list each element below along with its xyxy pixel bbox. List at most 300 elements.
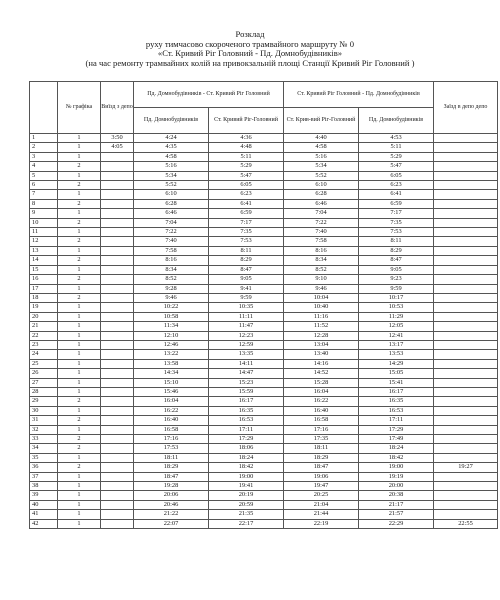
dir1-from-header: Пд. Домнобудівників: [134, 108, 209, 134]
depot-return-cell: [434, 284, 498, 293]
schedule-number-cell: 2: [58, 293, 101, 302]
dir1-to-cell: 18:42: [209, 463, 284, 472]
dir1-to-cell: 11:11: [209, 312, 284, 321]
row-index-cell: 21: [30, 322, 58, 331]
depot-return-cell: [434, 359, 498, 368]
table-row: [30, 340, 498, 349]
schedule-number-cell: 1: [58, 378, 101, 387]
depot-exit-cell: [101, 378, 134, 387]
table-row: [30, 519, 498, 528]
dir1-to-cell: 9:05: [209, 275, 284, 284]
table-row: [30, 472, 498, 481]
schedule-number-cell: 2: [58, 275, 101, 284]
dir2-from-cell: 5:34: [284, 162, 359, 171]
depot-return-cell: [434, 378, 498, 387]
dir2-to-cell: 16:35: [359, 397, 434, 406]
dir2-to-cell: 10:53: [359, 303, 434, 312]
dir1-to-cell: 6:23: [209, 190, 284, 199]
row-index-cell: 40: [30, 500, 58, 509]
depot-exit-cell: [101, 435, 134, 444]
depot-exit-cell: [101, 265, 134, 274]
schedule-number-cell: 2: [58, 181, 101, 190]
dir1-from-cell: 5:52: [134, 181, 209, 190]
dir2-from-cell: 15:28: [284, 378, 359, 387]
table-row: [30, 171, 498, 180]
table-row: [30, 293, 498, 302]
row-index-cell: 17: [30, 284, 58, 293]
dir2-to-cell: 15:05: [359, 369, 434, 378]
dir1-to-cell: 16:17: [209, 397, 284, 406]
dir2-to-cell: 21:57: [359, 510, 434, 519]
dir2-from-cell: 8:52: [284, 265, 359, 274]
depot-return-cell: [434, 331, 498, 340]
depot-exit-cell: [101, 387, 134, 396]
dir2-to-cell: 9:05: [359, 265, 434, 274]
depot-exit-cell: [101, 340, 134, 349]
schedule-body: [30, 134, 498, 529]
dir2-to-cell: 4:53: [359, 134, 434, 143]
schedule-number-cell: 1: [58, 152, 101, 161]
depot-return-cell: 19:27: [434, 463, 498, 472]
depot-return-cell: [434, 340, 498, 349]
dir2-to-cell: 7:35: [359, 218, 434, 227]
dir1-to-cell: 5:47: [209, 171, 284, 180]
dir1-to-cell: 9:59: [209, 293, 284, 302]
dir1-from-cell: 13:22: [134, 350, 209, 359]
dir1-to-cell: 5:11: [209, 152, 284, 161]
schedule-number-cell: 1: [58, 284, 101, 293]
dir2-from-cell: 6:46: [284, 199, 359, 208]
depot-exit-cell: [101, 491, 134, 500]
depot-exit-cell: [101, 237, 134, 246]
table-row: [30, 284, 498, 293]
dir1-to-cell: 14:47: [209, 369, 284, 378]
depot-exit-cell: [101, 519, 134, 528]
table-row: [30, 322, 498, 331]
depot-return-cell: [434, 218, 498, 227]
depot-return-cell: [434, 453, 498, 462]
dir2-from-cell: 18:11: [284, 444, 359, 453]
depot-exit-cell: [101, 510, 134, 519]
dir2-to-cell: 22:29: [359, 519, 434, 528]
depot-return-cell: [434, 510, 498, 519]
row-index-cell: 4: [30, 162, 58, 171]
dir2-from-cell: 9:10: [284, 275, 359, 284]
dir1-to-cell: 18:24: [209, 453, 284, 462]
depot-exit-cell: [101, 246, 134, 255]
dir1-from-cell: 20:06: [134, 491, 209, 500]
dir2-to-cell: 9:59: [359, 284, 434, 293]
table-row: [30, 378, 498, 387]
table-row: [30, 246, 498, 255]
dir2-from-cell: 10:40: [284, 303, 359, 312]
dir2-to-cell: 16:53: [359, 406, 434, 415]
col-depot-exit: Виїзд з депо: [101, 82, 134, 134]
table-row: [30, 331, 498, 340]
dir1-to-cell: 8:11: [209, 246, 284, 255]
table-row: [30, 275, 498, 284]
schedule-number-cell: 1: [58, 134, 101, 143]
row-index-cell: 41: [30, 510, 58, 519]
schedule-number-cell: 1: [58, 209, 101, 218]
dir1-from-cell: 4:58: [134, 152, 209, 161]
depot-exit-cell: [101, 152, 134, 161]
dir2-from-cell: 8:34: [284, 256, 359, 265]
depot-return-cell: [434, 444, 498, 453]
depot-return-cell: [434, 152, 498, 161]
row-index-cell: 39: [30, 491, 58, 500]
row-index-cell: 7: [30, 190, 58, 199]
row-index-cell: 27: [30, 378, 58, 387]
depot-return-cell: [434, 500, 498, 509]
row-index-cell: 30: [30, 406, 58, 415]
depot-return-cell: [434, 199, 498, 208]
dir2-to-cell: 10:17: [359, 293, 434, 302]
dir2-to-cell: 7:17: [359, 209, 434, 218]
depot-return-cell: 22:55: [434, 519, 498, 528]
dir2-to-cell: 6:59: [359, 199, 434, 208]
dir1-to-cell: 12:23: [209, 331, 284, 340]
depot-exit-cell: [101, 350, 134, 359]
doc-subtitle: руху тимчасово скороченого трамвайного маршруту № 0: [145, 38, 355, 49]
dir1-to-cell: 19:00: [209, 472, 284, 481]
depot-exit-cell: [101, 482, 134, 491]
table-row: [30, 162, 498, 171]
table-row: [30, 406, 498, 415]
dir2-from-cell: 7:40: [284, 228, 359, 237]
dir1-from-cell: 6:10: [134, 190, 209, 199]
depot-return-cell: [434, 162, 498, 171]
dir2-from-cell: 9:46: [284, 284, 359, 293]
depot-return-cell: [434, 387, 498, 396]
row-index-cell: 37: [30, 472, 58, 481]
depot-exit-cell: [101, 359, 134, 368]
row-index-cell: 25: [30, 359, 58, 368]
dir2-to-cell: 21:17: [359, 500, 434, 509]
dir2-from-cell: 7:22: [284, 218, 359, 227]
depot-return-cell: [434, 190, 498, 199]
row-index-cell: 28: [30, 387, 58, 396]
table-row: [30, 265, 498, 274]
schedule-number-cell: 1: [58, 303, 101, 312]
dir1-from-cell: 10:22: [134, 303, 209, 312]
dir2-from-cell: 18:29: [284, 453, 359, 462]
dir2-from-cell: 11:52: [284, 322, 359, 331]
dir1-to-cell: 11:47: [209, 322, 284, 331]
row-index-cell: 34: [30, 444, 58, 453]
dir2-to-cell: 5:47: [359, 162, 434, 171]
dir1-from-cell: 18:29: [134, 463, 209, 472]
route-name: «Ст. Кривий Ріг Головний - Пд. Домнобудівників»: [157, 48, 343, 59]
table-row: [30, 228, 498, 237]
table-row: [30, 463, 498, 472]
schedule-number-cell: 1: [58, 491, 101, 500]
dir2-to-cell: 5:11: [359, 143, 434, 152]
table-row: [30, 482, 498, 491]
dir2-to-cell: 8:29: [359, 246, 434, 255]
depot-return-cell: [434, 134, 498, 143]
dir2-from-cell: 4:58: [284, 143, 359, 152]
schedule-number-cell: 2: [58, 199, 101, 208]
row-index-cell: 29: [30, 397, 58, 406]
dir2-to-cell: 8:11: [359, 237, 434, 246]
row-index-cell: 31: [30, 416, 58, 425]
dir1-from-cell: 8:34: [134, 265, 209, 274]
depot-return-cell: [434, 143, 498, 152]
table-row: [30, 397, 498, 406]
schedule-number-cell: 1: [58, 369, 101, 378]
dir1-from-cell: 7:22: [134, 228, 209, 237]
depot-exit-cell: [101, 303, 134, 312]
row-index-cell: 18: [30, 293, 58, 302]
row-index-cell: 8: [30, 199, 58, 208]
dir2-to-cell: 19:19: [359, 472, 434, 481]
table-row: [30, 256, 498, 265]
dir1-from-cell: 13:58: [134, 359, 209, 368]
schedule-number-cell: 1: [58, 228, 101, 237]
depot-exit-cell: [101, 425, 134, 434]
depot-exit-cell: [101, 199, 134, 208]
schedule-number-cell: 1: [58, 510, 101, 519]
dir2-to-cell: 17:11: [359, 416, 434, 425]
dir1-from-cell: 18:47: [134, 472, 209, 481]
table-row: [30, 199, 498, 208]
depot-exit-cell: [101, 331, 134, 340]
dir2-to-cell: 8:47: [359, 256, 434, 265]
col-depot-return: Заїзд в депо депо: [434, 82, 498, 134]
dir2-from-cell: 20:25: [284, 491, 359, 500]
row-index-cell: 19: [30, 303, 58, 312]
schedule-number-cell: 2: [58, 256, 101, 265]
dir2-from-cell: 17:16: [284, 425, 359, 434]
table-row: [30, 190, 498, 199]
dir2-to-cell: 20:38: [359, 491, 434, 500]
dir2-to-cell: 11:29: [359, 312, 434, 321]
depot-exit-cell: [101, 181, 134, 190]
dir1-from-cell: 17:16: [134, 435, 209, 444]
dir1-from-cell: 8:52: [134, 275, 209, 284]
dir1-from-cell: 12:10: [134, 331, 209, 340]
depot-return-cell: [434, 435, 498, 444]
schedule-number-cell: 2: [58, 218, 101, 227]
schedule-number-cell: 1: [58, 312, 101, 321]
dir1-to-cell: 15:23: [209, 378, 284, 387]
dir2-to-cell: 13:53: [359, 350, 434, 359]
row-index-cell: 23: [30, 340, 58, 349]
table-row: [30, 181, 498, 190]
dir1-to-cell: 9:41: [209, 284, 284, 293]
dir1-from-cell: 7:04: [134, 218, 209, 227]
dir1-to-cell: 7:17: [209, 218, 284, 227]
depot-exit-cell: [101, 228, 134, 237]
dir1-from-cell: 7:40: [134, 237, 209, 246]
table-row: [30, 359, 498, 368]
depot-exit-cell: [101, 369, 134, 378]
dir2-from-cell: 19:06: [284, 472, 359, 481]
row-index-cell: 2: [30, 143, 58, 152]
dir2-to-cell: 17:49: [359, 435, 434, 444]
dir1-to-cell: 20:19: [209, 491, 284, 500]
dir2-to-cell: 9:23: [359, 275, 434, 284]
schedule-table: [29, 81, 498, 529]
dir1-to-cell: 7:35: [209, 228, 284, 237]
row-index-cell: 5: [30, 171, 58, 180]
depot-exit-cell: [101, 416, 134, 425]
row-index-cell: 11: [30, 228, 58, 237]
dir1-from-cell: 5:34: [134, 171, 209, 180]
depot-exit-cell: [101, 293, 134, 302]
dir2-from-cell: 7:58: [284, 237, 359, 246]
schedule-number-cell: 1: [58, 472, 101, 481]
dir1-to-cell: 15:59: [209, 387, 284, 396]
depot-return-cell: [434, 482, 498, 491]
dir2-from-cell: 13:40: [284, 350, 359, 359]
schedule-number-cell: 1: [58, 340, 101, 349]
dir1-to-cell: 18:06: [209, 444, 284, 453]
dir1-to-cell: 4:36: [209, 134, 284, 143]
dir2-to-cell: 6:41: [359, 190, 434, 199]
dir2-from-cell: 6:28: [284, 190, 359, 199]
dir2-from-cell: 18:47: [284, 463, 359, 472]
depot-return-cell: [434, 265, 498, 274]
schedule-number-cell: 1: [58, 359, 101, 368]
row-index-cell: 20: [30, 312, 58, 321]
depot-return-cell: [434, 293, 498, 302]
dir1-from-cell: 16:04: [134, 397, 209, 406]
table-row: [30, 369, 498, 378]
row-index-cell: 13: [30, 246, 58, 255]
dir1-from-cell: 15:10: [134, 378, 209, 387]
depot-return-cell: [434, 350, 498, 359]
table-row: [30, 350, 498, 359]
depot-exit-cell: [101, 397, 134, 406]
row-index-cell: 36: [30, 463, 58, 472]
depot-exit-cell: [101, 472, 134, 481]
table-row: [30, 152, 498, 161]
depot-exit-cell: [101, 312, 134, 321]
dir1-to-cell: 20:59: [209, 500, 284, 509]
depot-exit-cell: [101, 500, 134, 509]
dir2-from-header: Ст. Крив-вий Ріг-Головний: [284, 108, 359, 134]
dir2-to-cell: 18:42: [359, 453, 434, 462]
row-index-cell: 6: [30, 181, 58, 190]
dir2-from-cell: 21:04: [284, 500, 359, 509]
dir2-to-cell: 7:53: [359, 228, 434, 237]
row-index-cell: 35: [30, 453, 58, 462]
schedule-number-cell: 2: [58, 435, 101, 444]
dir2-from-cell: 16:04: [284, 387, 359, 396]
table-row: [30, 510, 498, 519]
depot-exit-cell: [101, 218, 134, 227]
row-index-cell: 22: [30, 331, 58, 340]
table-row: [30, 387, 498, 396]
dir2-to-cell: 5:29: [359, 152, 434, 161]
depot-exit-cell: [101, 406, 134, 415]
depot-return-cell: [434, 472, 498, 481]
depot-return-cell: [434, 209, 498, 218]
dir2-from-cell: 4:40: [284, 134, 359, 143]
dir1-from-cell: 5:16: [134, 162, 209, 171]
dir1-from-cell: 21:22: [134, 510, 209, 519]
dir1-from-cell: 16:40: [134, 416, 209, 425]
dir2-from-cell: 8:16: [284, 246, 359, 255]
dir2-to-cell: 19:00: [359, 463, 434, 472]
dir1-from-cell: 12:46: [134, 340, 209, 349]
dir2-from-cell: 19:47: [284, 482, 359, 491]
schedule-number-cell: 2: [58, 444, 101, 453]
dir1-to-cell: 21:35: [209, 510, 284, 519]
depot-return-cell: [434, 275, 498, 284]
table-row: [30, 435, 498, 444]
table-row: [30, 500, 498, 509]
table-row: [30, 134, 498, 143]
col-schedule-number: № графіка: [58, 82, 101, 134]
route-note: (на час ремонту трамвайних колій на привокзальній площі Станції Кривий Ріг Головний ): [85, 58, 415, 69]
depot-return-cell: [434, 246, 498, 255]
table-row: [30, 237, 498, 246]
row-index-cell: 42: [30, 519, 58, 528]
dir1-to-cell: 6:05: [209, 181, 284, 190]
dir1-to-cell: 17:11: [209, 425, 284, 434]
depot-exit-cell: [101, 284, 134, 293]
col-index-header: [30, 82, 58, 134]
schedule-number-cell: 1: [58, 143, 101, 152]
depot-exit-cell: [101, 256, 134, 265]
dir1-to-cell: 16:53: [209, 416, 284, 425]
schedule-number-cell: 1: [58, 322, 101, 331]
dir2-to-cell: 18:24: [359, 444, 434, 453]
dir1-to-cell: 6:59: [209, 209, 284, 218]
direction-2-header: Ст. Кривий Ріг Головний - Пд. Домнобудівників: [284, 82, 434, 108]
dir1-to-cell: 22:17: [209, 519, 284, 528]
row-index-cell: 12: [30, 237, 58, 246]
row-index-cell: 16: [30, 275, 58, 284]
dir2-to-cell: 6:05: [359, 171, 434, 180]
dir2-from-cell: 10:04: [284, 293, 359, 302]
document-header: [0, 30, 500, 69]
dir2-from-cell: 5:52: [284, 171, 359, 180]
row-index-cell: 14: [30, 256, 58, 265]
schedule-number-cell: 1: [58, 500, 101, 509]
schedule-number-cell: 2: [58, 237, 101, 246]
dir2-to-header: Пд. Домнобудівників: [359, 108, 434, 134]
dir2-to-cell: 14:29: [359, 359, 434, 368]
schedule-number-cell: 1: [58, 350, 101, 359]
depot-return-cell: [434, 181, 498, 190]
dir1-to-cell: 8:29: [209, 256, 284, 265]
depot-return-cell: [434, 425, 498, 434]
dir2-from-cell: 16:40: [284, 406, 359, 415]
table-row: [30, 444, 498, 453]
schedule-number-cell: 1: [58, 190, 101, 199]
dir1-to-cell: 8:47: [209, 265, 284, 274]
schedule-number-cell: 1: [58, 425, 101, 434]
table-row: [30, 453, 498, 462]
depot-exit-cell: [101, 322, 134, 331]
depot-exit-cell: 4:05: [101, 143, 134, 152]
doc-title: Розклад: [235, 29, 265, 39]
dir1-from-cell: 18:11: [134, 453, 209, 462]
dir1-to-cell: 17:29: [209, 435, 284, 444]
dir1-from-cell: 10:58: [134, 312, 209, 321]
schedule-number-cell: 1: [58, 482, 101, 491]
schedule-number-cell: 1: [58, 406, 101, 415]
depot-exit-cell: [101, 162, 134, 171]
dir2-from-cell: 13:04: [284, 340, 359, 349]
dir2-to-cell: 12:41: [359, 331, 434, 340]
schedule-number-cell: 1: [58, 387, 101, 396]
dir2-from-cell: 21:44: [284, 510, 359, 519]
